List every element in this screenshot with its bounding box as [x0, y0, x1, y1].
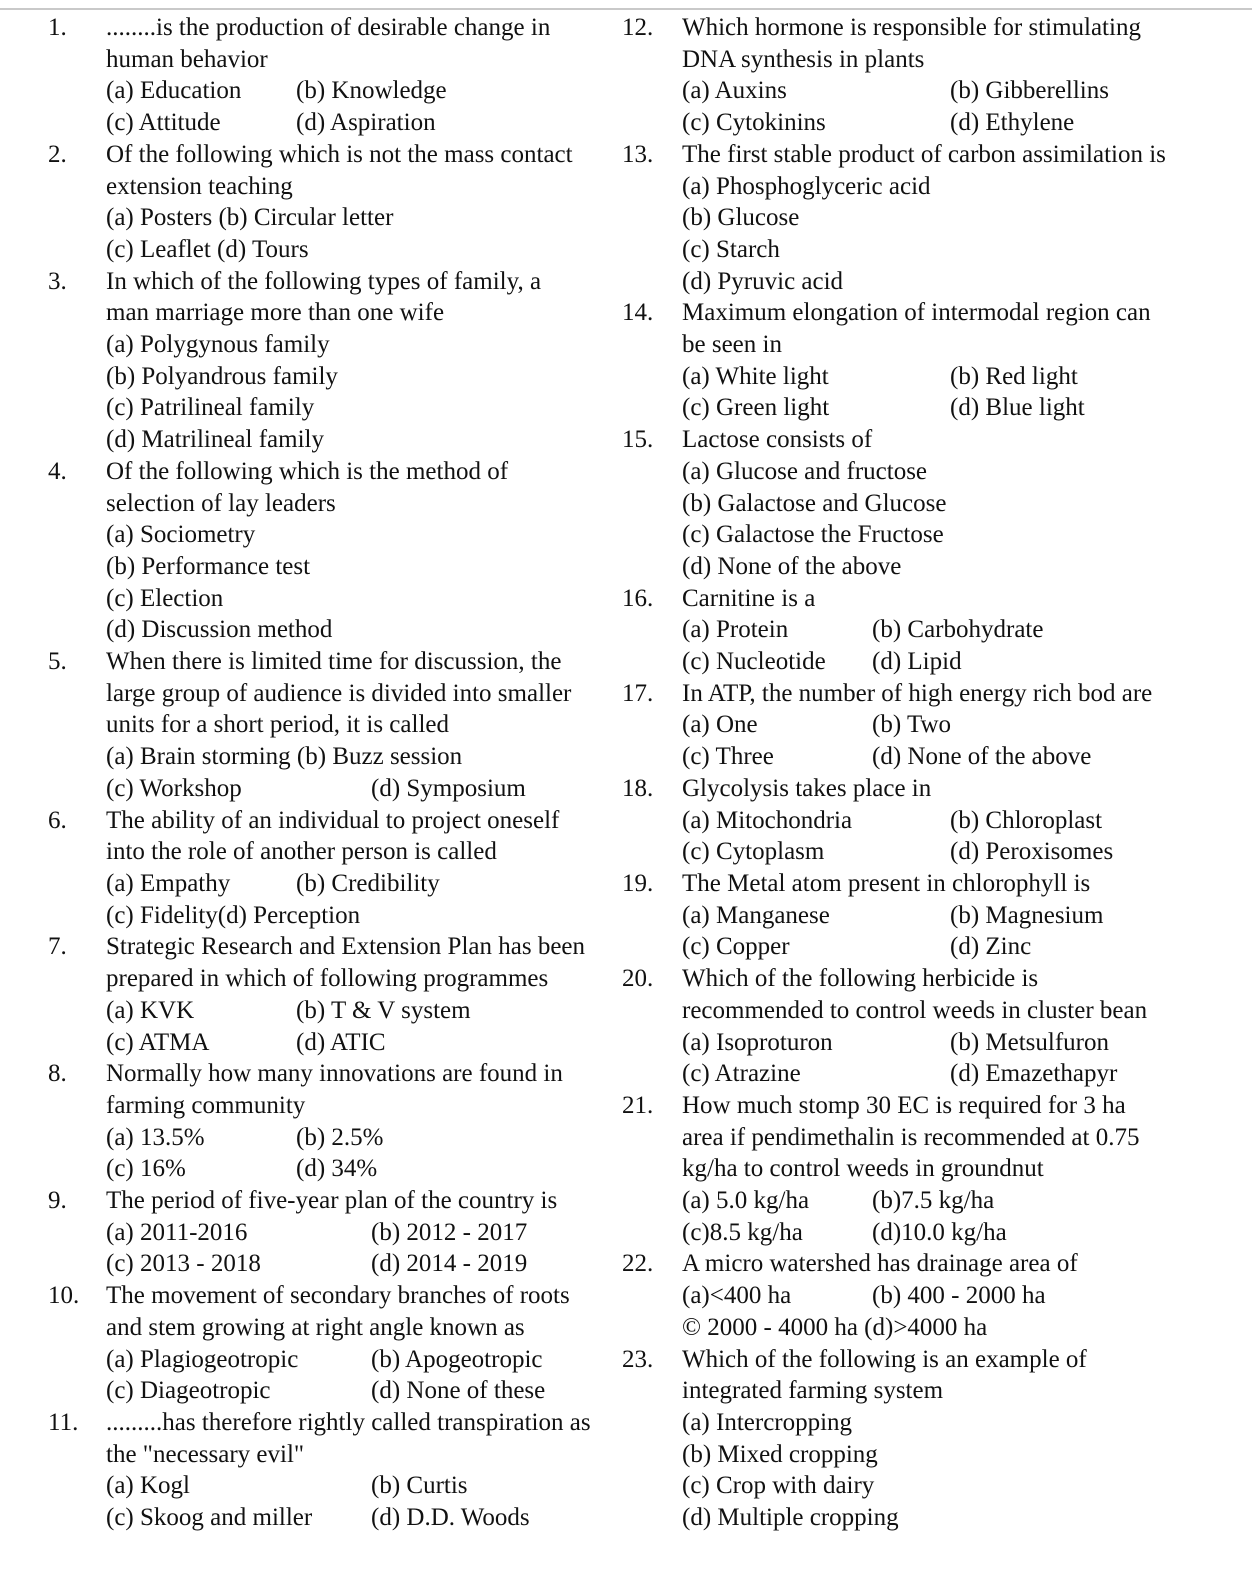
right-column: [612, 12, 1242, 1534]
question-21: [612, 1090, 1242, 1249]
question-text-line: and stem growing at right angle known as: [106, 1313, 525, 1341]
answer-option: (c) Nucleotide: [682, 648, 826, 676]
answer-option: (b) Gibberellins: [950, 77, 1109, 105]
question-number: 13.: [622, 140, 654, 168]
question-number: 23.: [622, 1345, 654, 1373]
question-text-line: Normally how many innovations are found in: [106, 1060, 563, 1088]
answer-option: (d) Ethylene: [950, 109, 1075, 137]
option-row: [682, 488, 1242, 520]
question-number: 19.: [622, 869, 654, 897]
question-body: [106, 931, 612, 1058]
answer-option: (b) Carbohydrate: [872, 616, 1044, 644]
answer-option: (c) Election: [106, 584, 224, 612]
question-body: [106, 12, 612, 139]
question-body: [682, 773, 1242, 868]
option-row: [682, 1217, 1242, 1249]
question-text-line: Of the following which is not the mass contact: [106, 140, 573, 168]
question-8: [0, 1058, 612, 1185]
question-text-line: be seen in: [682, 331, 782, 359]
question-body: [682, 868, 1242, 963]
question-text-line: recommended to control weeds in cluster bean: [682, 996, 1148, 1024]
answer-option: (d) None of these: [371, 1377, 546, 1405]
answer-option: (b) Chloroplast: [950, 806, 1103, 834]
option-row: [682, 1407, 1242, 1439]
answer-option: (c) Skoog and miller: [106, 1504, 313, 1532]
answer-option: (d) ATIC: [296, 1028, 386, 1056]
question-body: [106, 456, 612, 646]
question-body: [682, 1344, 1242, 1534]
option-row: [682, 456, 1242, 488]
question-text-line: Which of the following herbicide is: [682, 965, 1039, 993]
option-row: [682, 836, 1242, 868]
option-row: [682, 931, 1242, 963]
question-text-line: man marriage more than one wife: [106, 299, 445, 327]
answer-option: (d) None of the above: [682, 552, 902, 580]
option-row: [106, 1375, 612, 1407]
answer-option: (d) 2014 - 2019: [371, 1250, 528, 1278]
answer-option: (c) Galactose the Fructose: [682, 521, 944, 549]
option-row: [106, 202, 612, 234]
answer-option: (c) Cytoplasm: [682, 838, 825, 866]
question-body: [682, 12, 1242, 139]
answer-option: (b) Curtis: [371, 1472, 468, 1500]
option-row: [682, 75, 1242, 107]
question-number: 5.: [48, 648, 67, 676]
question-11: [0, 1407, 612, 1534]
answer-option: (a) 5.0 kg/ha: [682, 1187, 810, 1215]
option-row: [106, 900, 612, 932]
answer-option: (c) 16%: [106, 1155, 186, 1183]
question-body: [682, 1090, 1242, 1249]
question-text-line: Of the following which is the method of: [106, 457, 509, 485]
question-10: [0, 1280, 612, 1407]
question-text-line: The movement of secondary branches of roots: [106, 1282, 570, 1310]
option-row: [106, 424, 612, 456]
option-row: [106, 551, 612, 583]
option-row: [106, 234, 612, 266]
answer-option: (c) Leaflet (d) Tours: [106, 235, 309, 263]
answer-option: (b) 400 - 2000 ha: [872, 1282, 1046, 1310]
answer-option: © 2000 - 4000 ha (d)>4000 ha: [682, 1313, 988, 1341]
answer-option: (a) Empathy: [106, 869, 231, 897]
option-row: [682, 709, 1242, 741]
answer-option: (a) Manganese: [682, 901, 830, 929]
answer-option: (a) Posters (b) Circular letter: [106, 204, 394, 232]
question-body: [682, 1248, 1242, 1343]
answer-option: (c)8.5 kg/ha: [682, 1218, 803, 1246]
header-rule: [0, 8, 1252, 10]
answer-option: (a) One: [682, 711, 758, 739]
answer-option: (b) Magnesium: [950, 901, 1104, 929]
answer-option: (b) Galactose and Glucose: [682, 489, 947, 517]
question-number: 12.: [622, 14, 654, 41]
answer-option: (b)7.5 kg/ha: [872, 1187, 995, 1215]
option-row: [106, 1217, 612, 1249]
question-number: 17.: [622, 679, 654, 707]
question-text-line: In ATP, the number of high energy rich bod are: [682, 679, 1153, 707]
answer-option: (c) Fidelity(d) Perception: [106, 901, 361, 929]
question-text-line: A micro watershed has drainage area of: [682, 1250, 1078, 1278]
question-body: [682, 583, 1242, 678]
answer-option: (c) Workshop: [106, 774, 242, 802]
question-text-line: large group of audience is divided into smaller: [106, 679, 572, 707]
answer-option: (a) Polygynous family: [106, 331, 330, 359]
answer-option: (a) Phosphoglyceric acid: [682, 172, 931, 200]
answer-option: (a) Sociometry: [106, 521, 256, 549]
answer-option: (d) Discussion method: [106, 616, 333, 644]
question-14: [612, 297, 1242, 424]
answer-option: (c) Attitude: [106, 109, 221, 137]
question-number: 8.: [48, 1060, 67, 1088]
question-body: [106, 1185, 612, 1280]
option-row: [106, 868, 612, 900]
question-text-line: Carnitine is a: [682, 584, 816, 612]
question-body: [106, 1280, 612, 1407]
question-6: [0, 805, 612, 932]
option-row: [682, 1439, 1242, 1471]
question-number: 2.: [48, 140, 67, 168]
question-2: [0, 139, 612, 266]
question-13: [612, 139, 1242, 298]
option-row: [682, 1502, 1242, 1534]
option-row: [106, 1344, 612, 1376]
question-text-line: farming community: [106, 1091, 306, 1119]
answer-option: (c) Crop with dairy: [682, 1472, 875, 1500]
question-text-line: The Metal atom present in chlorophyll is: [682, 869, 1091, 897]
answer-option: (d) None of the above: [872, 743, 1092, 771]
answer-option: (b) Credibility: [296, 869, 440, 897]
answer-option: (a) Mitochondria: [682, 806, 853, 834]
question-text-line: Lactose consists of: [682, 426, 873, 454]
answer-option: (b) Mixed cropping: [682, 1440, 878, 1468]
option-row: [682, 361, 1242, 393]
question-number: 6.: [48, 806, 67, 834]
question-text-line: the "necessary evil": [106, 1440, 305, 1468]
option-row: [682, 1058, 1242, 1090]
question-number: 16.: [622, 584, 654, 612]
question-body: [682, 678, 1242, 773]
question-18: [612, 773, 1242, 868]
question-body: [106, 1407, 612, 1534]
question-number: 11.: [48, 1408, 79, 1436]
answer-option: (a) Protein: [682, 616, 789, 644]
option-row: [682, 805, 1242, 837]
question-body: [106, 1058, 612, 1185]
answer-option: (d) Matrilineal family: [106, 426, 324, 454]
option-row: [106, 75, 612, 107]
question-number: 1.: [48, 14, 67, 41]
question-text-line: DNA synthesis in plants: [682, 45, 925, 73]
question-3: [0, 266, 612, 456]
question-text-line: selection of lay leaders: [106, 489, 336, 517]
question-text-line: The first stable product of carbon assimilation is: [682, 140, 1166, 168]
question-text-line: When there is limited time for discussion, the: [106, 648, 562, 676]
option-row: [682, 551, 1242, 583]
question-number: 7.: [48, 933, 67, 961]
option-row: [106, 361, 612, 393]
answer-option: (d) D.D. Woods: [371, 1504, 530, 1532]
option-row: [106, 773, 612, 805]
answer-option: (c) Copper: [682, 933, 790, 961]
question-body: [682, 139, 1242, 298]
answer-option: (c) Starch: [682, 235, 780, 263]
question-23: [612, 1344, 1242, 1534]
question-text-line: into the role of another person is called: [106, 838, 497, 866]
question-text-line: extension teaching: [106, 172, 293, 200]
question-number: 21.: [622, 1091, 654, 1119]
question-7: [0, 931, 612, 1058]
question-body: [106, 139, 612, 266]
question-body: [682, 963, 1242, 1090]
answer-option: (b) Metsulfuron: [950, 1028, 1109, 1056]
question-16: [612, 583, 1242, 678]
question-number: 20.: [622, 965, 654, 993]
option-row: [682, 392, 1242, 424]
answer-option: (a) Brain storming (b) Buzz session: [106, 743, 463, 771]
question-text-line: ........is the production of desirable change in: [106, 14, 551, 41]
answer-option: (d) Zinc: [950, 933, 1032, 961]
question-text-line: The period of five-year plan of the country is: [106, 1187, 558, 1215]
answer-option: (a) Auxins: [682, 77, 787, 105]
answer-option: (a) Kogl: [106, 1472, 190, 1500]
question-body: [106, 266, 612, 456]
option-row: [682, 107, 1242, 139]
question-19: [612, 868, 1242, 963]
answer-option: (b) 2.5%: [296, 1123, 384, 1151]
question-text-line: integrated farming system: [682, 1377, 944, 1405]
answer-option: (d) Lipid: [872, 648, 962, 676]
answer-option: (d)10.0 kg/ha: [872, 1218, 1007, 1246]
question-22: [612, 1248, 1242, 1343]
option-row: [106, 583, 612, 615]
question-text-line: human behavior: [106, 45, 268, 73]
option-row: [682, 1027, 1242, 1059]
option-row: [682, 202, 1242, 234]
answer-option: (d) Blue light: [950, 394, 1085, 422]
question-text-line: Strategic Research and Extension Plan has been: [106, 933, 586, 961]
question-text-line: units for a short period, it is called: [106, 711, 449, 739]
option-row: [106, 741, 612, 773]
answer-option: (a) KVK: [106, 996, 195, 1024]
answer-option: (c) Atrazine: [682, 1060, 801, 1088]
answer-option: (b) Polyandrous family: [106, 362, 338, 390]
question-4: [0, 456, 612, 646]
question-number: 10.: [48, 1282, 80, 1310]
answer-option: (c) Three: [682, 743, 774, 771]
left-column: [0, 12, 612, 1534]
option-row: [682, 519, 1242, 551]
option-row: [682, 1470, 1242, 1502]
option-row: [106, 1502, 612, 1534]
option-row: [106, 392, 612, 424]
question-text-line: Which of the following is an example of: [682, 1345, 1087, 1373]
answer-option: (a) Intercropping: [682, 1408, 853, 1436]
question-1: [0, 12, 612, 139]
option-row: [106, 995, 612, 1027]
answer-option: (d) Aspiration: [296, 109, 436, 137]
answer-option: (b) Glucose: [682, 204, 800, 232]
option-row: [682, 900, 1242, 932]
option-row: [106, 1470, 612, 1502]
question-number: 22.: [622, 1250, 654, 1278]
question-number: 18.: [622, 774, 654, 802]
option-row: [106, 614, 612, 646]
question-text-line: kg/ha to control weeds in groundnut: [682, 1155, 1044, 1183]
answer-option: (c) 2013 - 2018: [106, 1250, 261, 1278]
question-17: [612, 678, 1242, 773]
option-row: [682, 266, 1242, 298]
answer-option: (b) 2012 - 2017: [371, 1218, 528, 1246]
option-row: [682, 1185, 1242, 1217]
question-text-line: How much stomp 30 EC is required for 3 ha: [682, 1091, 1126, 1119]
question-5: [0, 646, 612, 805]
answer-option: (d) Emazethapyr: [950, 1060, 1118, 1088]
answer-option: (b) Performance test: [106, 552, 311, 580]
option-row: [682, 1280, 1242, 1312]
question-number: 4.: [48, 457, 67, 485]
answer-option: (b) T & V system: [296, 996, 471, 1024]
answer-option: (d) Pyruvic acid: [682, 267, 844, 295]
question-text-line: In which of the following types of family, a: [106, 267, 542, 295]
option-row: [106, 1153, 612, 1185]
answer-option: (c) Green light: [682, 394, 830, 422]
option-row: [682, 171, 1242, 203]
answer-option: (a) Plagiogeotropic: [106, 1345, 299, 1373]
question-body: [106, 805, 612, 932]
question-12: [612, 12, 1242, 139]
option-row: [682, 741, 1242, 773]
option-row: [682, 234, 1242, 266]
question-9: [0, 1185, 612, 1280]
option-row: [682, 614, 1242, 646]
answer-option: (b) Knowledge: [296, 77, 447, 105]
answer-option: (a) Isoproturon: [682, 1028, 833, 1056]
answer-option: (c) ATMA: [106, 1028, 210, 1056]
option-row: [106, 1122, 612, 1154]
answer-option: (d) Symposium: [371, 774, 526, 802]
answer-option: (a) White light: [682, 362, 829, 390]
option-row: [682, 646, 1242, 678]
answer-option: (b) Two: [872, 711, 952, 739]
option-row: [106, 329, 612, 361]
question-number: 9.: [48, 1187, 67, 1215]
question-15: [612, 424, 1242, 583]
answer-option: (a)<400 ha: [682, 1282, 792, 1310]
answer-option: (b) Red light: [950, 362, 1078, 390]
option-row: [106, 107, 612, 139]
question-number: 15.: [622, 426, 654, 454]
option-row: [682, 1312, 1242, 1344]
answer-option: (b) Apogeotropic: [371, 1345, 543, 1373]
question-text-line: Maximum elongation of intermodal region can: [682, 299, 1151, 327]
question-number: 14.: [622, 299, 654, 327]
answer-option: (d) Peroxisomes: [950, 838, 1114, 866]
question-text-line: prepared in which of following programmes: [106, 965, 549, 993]
answer-option: (a) Glucose and fructose: [682, 457, 928, 485]
option-row: [106, 1027, 612, 1059]
answer-option: (c) Patrilineal family: [106, 394, 315, 422]
answer-option: (a) 2011-2016: [106, 1218, 248, 1246]
question-20: [612, 963, 1242, 1090]
question-body: [682, 424, 1242, 583]
option-row: [106, 519, 612, 551]
answer-option: (a) Education: [106, 77, 242, 105]
answer-option: (c) Cytokinins: [682, 109, 826, 137]
question-text-line: .........has therefore rightly called transpiration as: [106, 1408, 591, 1436]
question-text-line: area if pendimethalin is recommended at 0.75: [682, 1123, 1140, 1151]
question-body: [682, 297, 1242, 424]
answer-option: (c) Diageotropic: [106, 1377, 271, 1405]
question-text-line: The ability of an individual to project oneself: [106, 806, 560, 834]
answer-option: (d) 34%: [296, 1155, 378, 1183]
question-number: 3.: [48, 267, 67, 295]
question-body: [106, 646, 612, 805]
option-row: [106, 1248, 612, 1280]
answer-option: (d) Multiple cropping: [682, 1504, 899, 1532]
question-text-line: Which hormone is responsible for stimulating: [682, 14, 1141, 41]
question-text-line: Glycolysis takes place in: [682, 774, 932, 802]
answer-option: (a) 13.5%: [106, 1123, 205, 1151]
